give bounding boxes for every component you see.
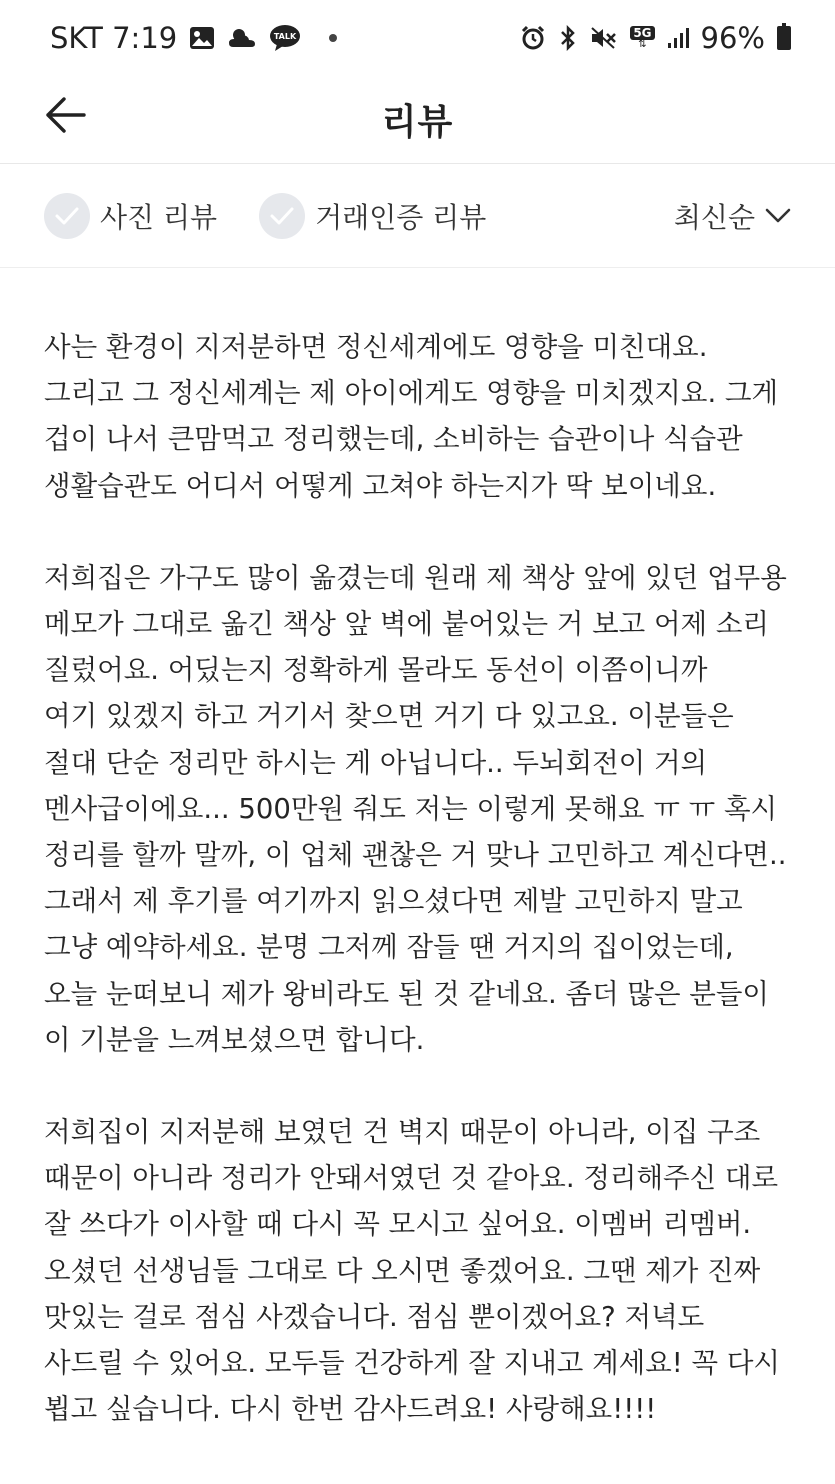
status-bar bbox=[0, 0, 835, 76]
mute-icon bbox=[590, 26, 618, 50]
status-bar-right bbox=[520, 21, 791, 55]
gallery-icon bbox=[189, 26, 215, 50]
notification-dot-icon bbox=[329, 34, 337, 42]
bluetooth-icon bbox=[558, 25, 578, 51]
status-bar-left bbox=[50, 21, 337, 55]
sort-label: 최신순 bbox=[673, 200, 755, 234]
sort-dropdown[interactable] bbox=[674, 196, 791, 236]
app-bar bbox=[0, 76, 835, 164]
chevron-down-icon bbox=[765, 208, 791, 224]
battery-icon bbox=[777, 26, 791, 50]
review-paragraph: 사는 환경이 지저분하면 정신세계에도 영향을 미친대요. 그리고 그 정신세계는 제 아이에게도 영향을 미치겠지요. 그게 겁이 나서 큰맘먹고 정리했는데, 소비하는 습관이나 식습관 생활습관도 어디서 어떻게 고쳐야 하는지가 딱 보이네요. bbox=[44, 331, 779, 502]
photo-review-filter[interactable] bbox=[44, 193, 217, 239]
filter-bar bbox=[0, 164, 835, 268]
verified-review-filter[interactable] bbox=[259, 193, 486, 239]
check-icon bbox=[44, 193, 90, 239]
review-body bbox=[44, 324, 804, 1478]
signal-icon bbox=[667, 27, 689, 49]
review-paragraph: 저희집이 지저분해 보였던 건 벽지 때문이 아니라, 이집 구조 때문이 아니라 정리가 안돼서였던 것 같아요. 정리해주신 대로 잘 쓰다가 이사할 때 다시 꼭 모시고 싶어요. 이멤버 리멤버. 오셨던 선생님들 그대로 다 오시면 좋겠어요. 그땐 제가 진짜 맛있는 걸로 점심 사겠습니다. 점심 뿐이겠어요? 저녁도 사드릴 수 있어요. 모두들 건강하게 잘 지내고 계세요! 꼭 다시 뵙고 싶습니다. 다시 한번 감사드려요! 사랑해요!!!! bbox=[44, 1116, 780, 1426]
battery-percent: 96% bbox=[700, 21, 765, 55]
talk-icon bbox=[269, 24, 301, 52]
back-button[interactable] bbox=[40, 90, 90, 140]
data-arrows-icon: ⇅ bbox=[638, 39, 647, 50]
arrow-left-icon bbox=[44, 96, 86, 134]
alarm-icon bbox=[520, 25, 546, 51]
talk-badge-text: TALK bbox=[274, 32, 297, 41]
carrier-time: SKT 7:19 bbox=[50, 21, 178, 55]
network-5g-icon bbox=[630, 26, 654, 50]
review-paragraph: 저희집은 가구도 많이 옮겼는데 원래 제 책상 앞에 있던 업무용 메모가 그대로 옮긴 책상 앞 벽에 붙어있는 거 보고 어제 소리 질렀어요. 어딨는지 정확하게 몰라도 동선이 이쯤이니까 여기 있겠지 하고 거기서 찾으면 거기 다 있고요. 이분들은 절대 단순 정리만 하시는 게 아닙니다.. 두뇌회전이 거의 멘사급이에요... 500만원 줘도 저는 이렇게 못해요 ㅠ ㅠ 혹시 정리를 할까 말까, 이 업체 괜찮은 거 맞나 고민하고 계신다면.. 그래서 제 후기를 여기까지 읽으셨다면 제발 고민하지 말고 그냥 예약하세요. 분명 그저께 잠들 땐 거지의 집이었는데, 오늘 눈떠보니 제가 왕비라도 된 것 같네요. 좀더 많은 분들이 이 기분을 느껴보셨으면 합니다. bbox=[44, 561, 787, 1056]
check-icon bbox=[259, 193, 305, 239]
network-badge: 5G bbox=[630, 26, 654, 40]
verified-review-label: 거래인증 리뷰 bbox=[315, 200, 487, 234]
weather-icon bbox=[227, 26, 257, 50]
photo-review-label: 사진 리뷰 bbox=[100, 200, 218, 234]
page-title: 리뷰 bbox=[381, 102, 454, 143]
